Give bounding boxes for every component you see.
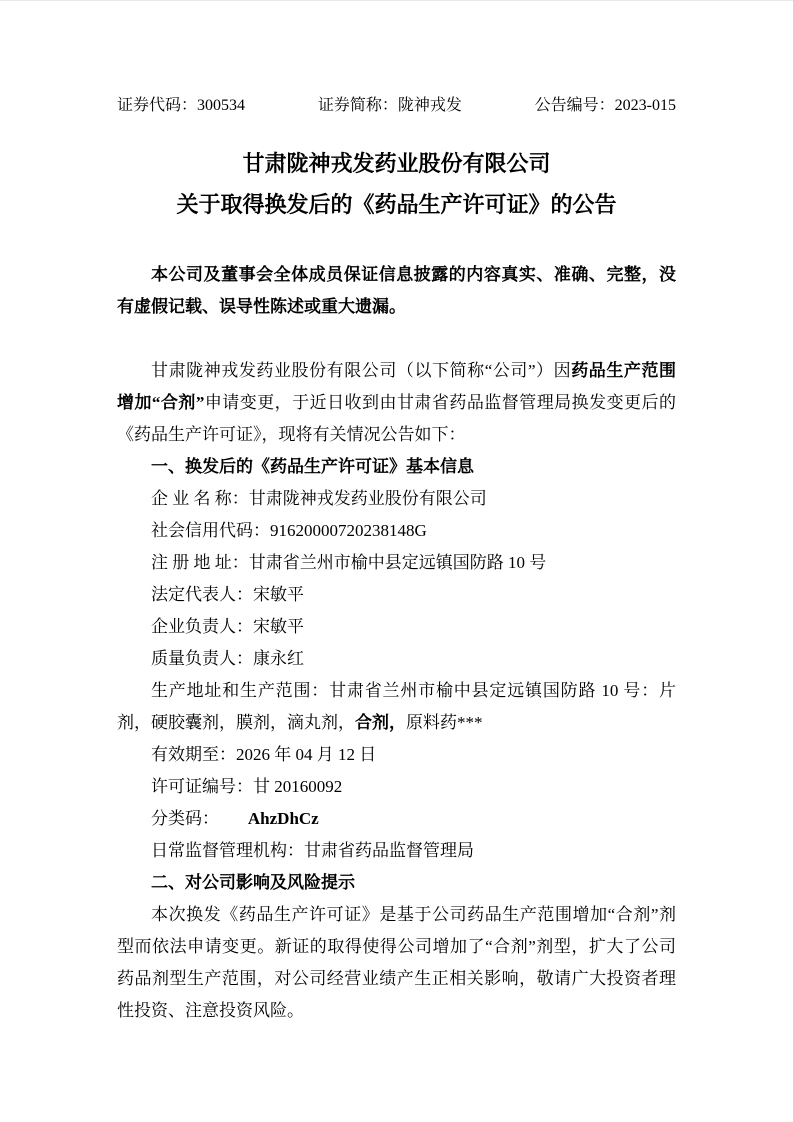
field-license-number-value: 甘 20160092 xyxy=(253,777,343,796)
field-company-name xyxy=(117,483,676,515)
page-content xyxy=(0,1,793,1027)
field-credit-code-value: 91620000720238148G xyxy=(270,521,427,540)
field-company-name-value: 甘肃陇神戎发药业股份有限公司 xyxy=(248,489,487,508)
field-legal-representative-label: 法定代表人： xyxy=(151,585,253,604)
stock-code: 证券代码：300534 xyxy=(117,97,246,114)
title-subject: 关于取得换发后的《药品生产许可证》的公告 xyxy=(176,192,617,217)
intro-bold-text: 药品生产范围增加“合剂” xyxy=(117,361,677,412)
securities-header xyxy=(117,95,676,117)
field-enterprise-head xyxy=(117,611,676,643)
field-validity-date-value: 2026 年 04 月 12 日 xyxy=(236,745,377,764)
field-company-name-label: 企 业 名 称： xyxy=(151,489,249,508)
field-quality-head-label: 质量负责人： xyxy=(151,649,253,668)
field-legal-representative xyxy=(117,579,676,611)
production-scope-after: 原料药*** xyxy=(406,713,483,732)
announcement-number: 公告编号：2023-015 xyxy=(534,97,676,114)
field-validity-date xyxy=(117,739,676,771)
field-registered-address-label: 注 册 地 址： xyxy=(151,553,249,572)
field-legal-representative-value: 宋敏平 xyxy=(253,585,304,604)
field-supervision-authority-value: 甘肃省药品监督管理局 xyxy=(304,841,474,860)
section1-heading: 一、换发后的《药品生产许可证》基本信息 xyxy=(151,457,474,476)
declaration-paragraph: 本公司及董事会全体成员保证信息披露的内容真实、准确、完整，没有虚假记载、误导性陈述或重大遗漏。 xyxy=(117,265,676,316)
field-quality-head xyxy=(117,643,676,675)
title-company-name: 甘肃陇神戎发药业股份有限公司 xyxy=(242,151,551,176)
intro-text-after: 申请变更，于近日收到由甘肃省药品监督管理局换发变更后的《药品生产许可证》，现将有关情况公告如下： xyxy=(117,393,676,444)
field-credit-code-label: 社会信用代码： xyxy=(151,521,270,540)
field-classification-code-label: 分类码： xyxy=(151,809,219,828)
document-title xyxy=(117,143,676,225)
field-classification-code-value: AhzDhCz xyxy=(247,809,319,828)
intro-paragraph xyxy=(117,355,676,451)
field-validity-date-label: 有效期至： xyxy=(151,745,236,764)
stock-abbr: 证券简称：陇神戎发 xyxy=(317,97,462,114)
field-registered-address xyxy=(117,547,676,579)
field-supervision-authority-label: 日常监督管理机构： xyxy=(151,841,304,860)
section2-heading: 二、对公司影响及风险提示 xyxy=(151,873,355,892)
production-scope-paragraph xyxy=(117,675,676,739)
intro-text-before: 甘肃陇神戎发药业股份有限公司（以下简称“公司”）因 xyxy=(151,361,572,380)
field-enterprise-head-value: 宋敏平 xyxy=(253,617,304,636)
field-registered-address-value: 甘肃省兰州市榆中县定远镇国防路 10 号 xyxy=(248,553,547,572)
field-license-number-label: 许可证编号： xyxy=(151,777,253,796)
field-enterprise-head-label: 企业负责人： xyxy=(151,617,253,636)
impact-paragraph: 本次换发《药品生产许可证》是基于公司药品生产范围增加“合剂”剂型而依法申请变更。新证的取得使得公司增加了“合剂”剂型，扩大了公司药品剂型生产范围，对公司经营业绩产生正相关影响，敬请广大投资者理性投资、注意投资风险。 xyxy=(117,905,676,1020)
field-license-number xyxy=(117,771,676,803)
production-scope-before: 生产地址和生产范围：甘肃省兰州市榆中县定远镇国防路 10 号：片剂，硬胶囊剂，膜剂，滴丸剂， xyxy=(117,681,676,732)
field-credit-code xyxy=(117,515,676,547)
field-classification-code xyxy=(117,803,676,835)
field-supervision-authority xyxy=(117,835,676,867)
field-quality-head-value: 康永红 xyxy=(253,649,304,668)
production-scope-bold: 合剂， xyxy=(355,713,406,732)
